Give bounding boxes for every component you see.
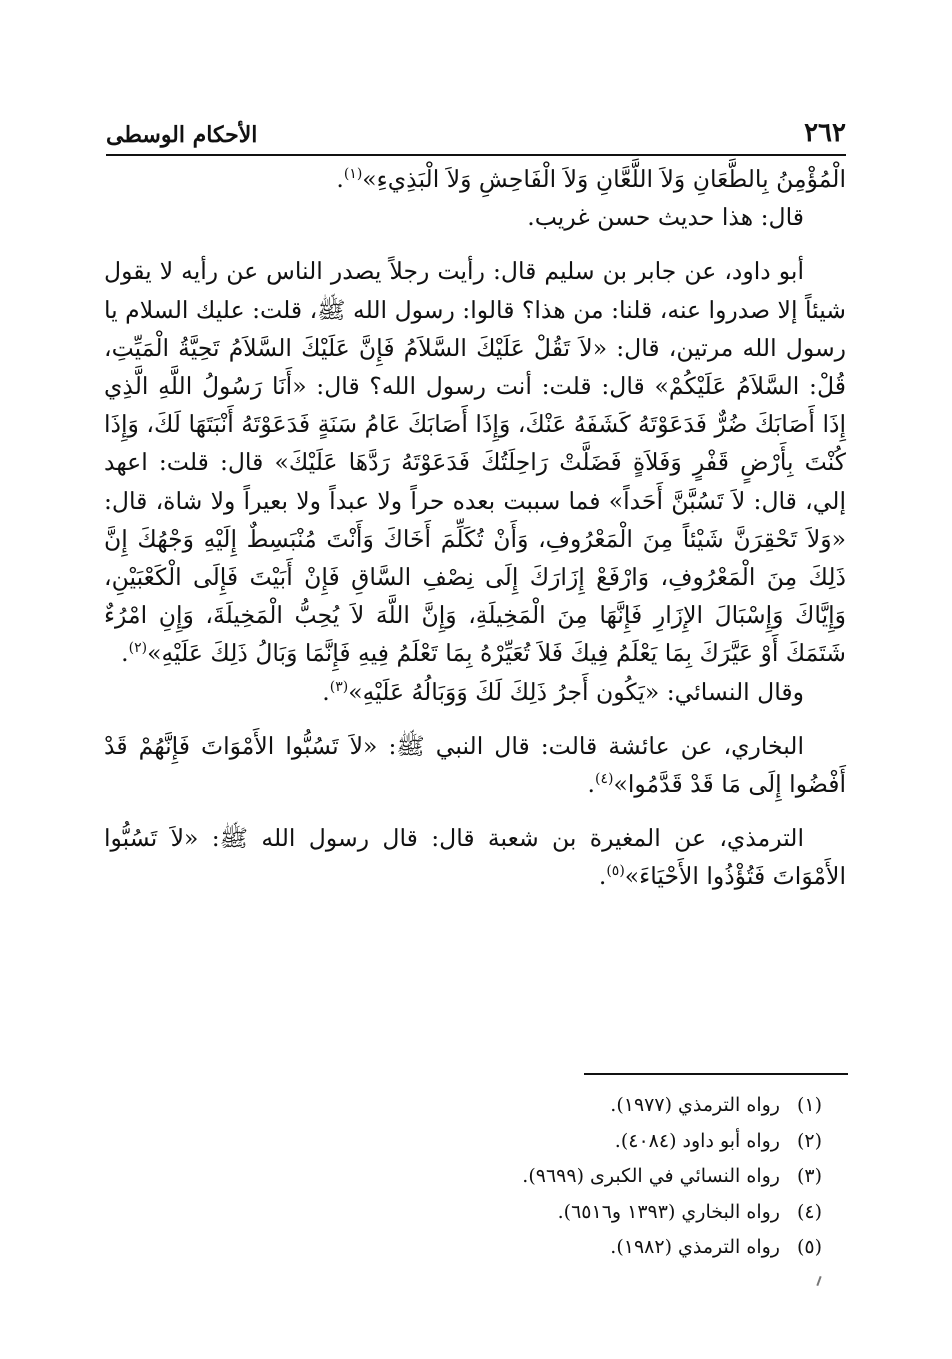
main-text <box>104 160 846 896</box>
footnote-text: رواه الترمذي (١٩٨٢). <box>610 1236 780 1258</box>
footnote-marker: (٥) <box>606 863 625 880</box>
footnotes <box>222 1088 822 1266</box>
footnote-number: (٣) <box>796 1165 822 1187</box>
footnote-separator <box>584 1073 848 1075</box>
footnote-number: (١) <box>796 1094 822 1116</box>
page-header <box>106 108 846 156</box>
footnote-item <box>222 1088 822 1124</box>
footnote-text: رواه أبو داود (٤٠٨٤). <box>614 1129 780 1152</box>
footnote-item <box>222 1230 822 1266</box>
paragraph-nasai: وقال النسائي: «يَكُون أَجرُ ذَلِكَ لَكَ وَوَبَالُهُ عَلَيْهِ»$^{(٣)}$. <box>322 677 804 706</box>
paragraph-tirmidhi: الترمذي، عن المغيرة بن شعبة قال: قال رسول الله ﷺ: «لاَ تَسُبُّوا الأَمْوَاتَ فَتُؤْذُوا الأَحْيَاءَ»$^{(٥)}$. <box>104 824 846 891</box>
footnote-marker: (٢) <box>128 640 148 657</box>
footnote-marker: (٤) <box>595 771 614 788</box>
paragraph-continuation: الْمُؤْمِنُ بِالطَّعَانِ وَلاَ اللَّعَّانِ وَلاَ الْفَاحِشِ وَلاَ الْبَذِيءِ»$^{(١)}$. <box>336 165 846 193</box>
footnote-item <box>222 1124 822 1160</box>
footnote-text: رواه النسائي في الكبرى (٩٦٩٩). <box>522 1165 780 1187</box>
footnote-number: (٤) <box>796 1200 822 1223</box>
footnote-text: رواه الترمذي (١٩٧٧). <box>610 1094 780 1116</box>
page-number: ٢٦٢ <box>804 118 846 148</box>
paragraph-abu-dawud: أبو داود، عن جابر بن سليم قال: رأيت رجلاً يصدر الناس عن رأيه لا يقول شيئاً إلا صدروا عنه، قلنا: من هذا؟ قالوا: رسول الله ﷺ، قلت: عليك السلام يا رسول الله مرتين، قال: «لاَ تَقُلْ عَلَيْكَ السَّلاَمُ فَإِنَّ عَلَيْكَ السَّلاَمُ تَحِيَّةُ الْمَيِّتِ، قُلْ: السَّلاَمُ عَلَيْكُمْ» قال: قلت: أنت رسول الله؟ قال: «أَنَا رَسُولُ اللَّهِ الَّذِي إِذَا أَصَابَكَ ضُرٌّ فَدَعَوْتَهُ كَشَفَهُ عَنْكَ، وَإِذَا أَصَابَكَ عَامُ سَنَةٍ فَدَعَوْتَهُ أَنْبَتَهَا لَكَ، وَإِذَا كُنْتَ بِأَرْضٍ قَفْرٍ وَفَلاَةٍ فَضَلَّتْ رَاحِلَتُكَ فَدَعَوْتَهُ رَدَّهَا عَلَيْكَ» قال: قلت: اعهد إلي، قال: لاَ تَسُبَّنَّ أَحَداً» فما سببت بعده حراً ولا عبداً ولا بعيراً ولا شاة، قال: «وَلاَ تَحْقِرَنَّ شَيْئاً مِنَ الْمَعْرُوفِ، وَأَنْ تُكَلِّمَ أَخَاكَ وَأَنْتَ مُنْبَسِطٌ إِلَيْهِ وَجْهُكَ إِنَّ ذَلِكَ مِنَ الْمَعْرُوفِ، وَارْفَعْ إِزَارَكَ إِلَى نِصْفِ السَّاقِ فَإِنْ أَبَيْتَ فَإِلَى الْكَعْبَيْنِ، وَإِيَّاكَ وَإِسْبَالَ الإِزَارِ فَإِنَّهَا مِنَ الْمَخِيلَةِ، وَإِنَّ اللَّهَ لاَ يُحِبُّ الْمَخِيلَةَ، وَإِنِ امْرُءٌ شَتَمَكَ أَوْ عَيَّرَكَ بِمَا يَعْلَمُ فِيكَ فَلاَ تُعَيِّرْهُ بِمَا تَعْلَمُ فِيهِ فَإِنَّمَا وَبَالُ ذَلِكَ عَلَيْهِ»$^{(٢)}$. <box>104 257 846 668</box>
paragraph-bukhari: البخاري، عن عائشة قالت: قال النبي ﷺ: «لاَ تَسُبُّوا الأَمْوَاتَ فَإِنَّهُمْ قَدْ أَفْضُوا إِلَى مَا قَدْ قَدَّمُوا»$^{(٤)}$. <box>104 731 846 799</box>
footnote-number: (٥) <box>796 1236 822 1258</box>
footnote-item <box>222 1159 822 1195</box>
paragraph-grading: قال: هذا حديث حسن غريب. <box>527 203 804 232</box>
footnote-item <box>222 1195 822 1231</box>
footnote-marker: (٣) <box>329 678 349 695</box>
footnote-number: (٢) <box>796 1129 822 1152</box>
footnote-marker: (١) <box>343 166 363 183</box>
footnote-text: رواه البخاري (١٣٩٣ و٦٥١٦). <box>557 1200 780 1223</box>
running-title: الأحكام الوسطى <box>106 122 258 148</box>
scan-mark <box>816 1276 821 1286</box>
